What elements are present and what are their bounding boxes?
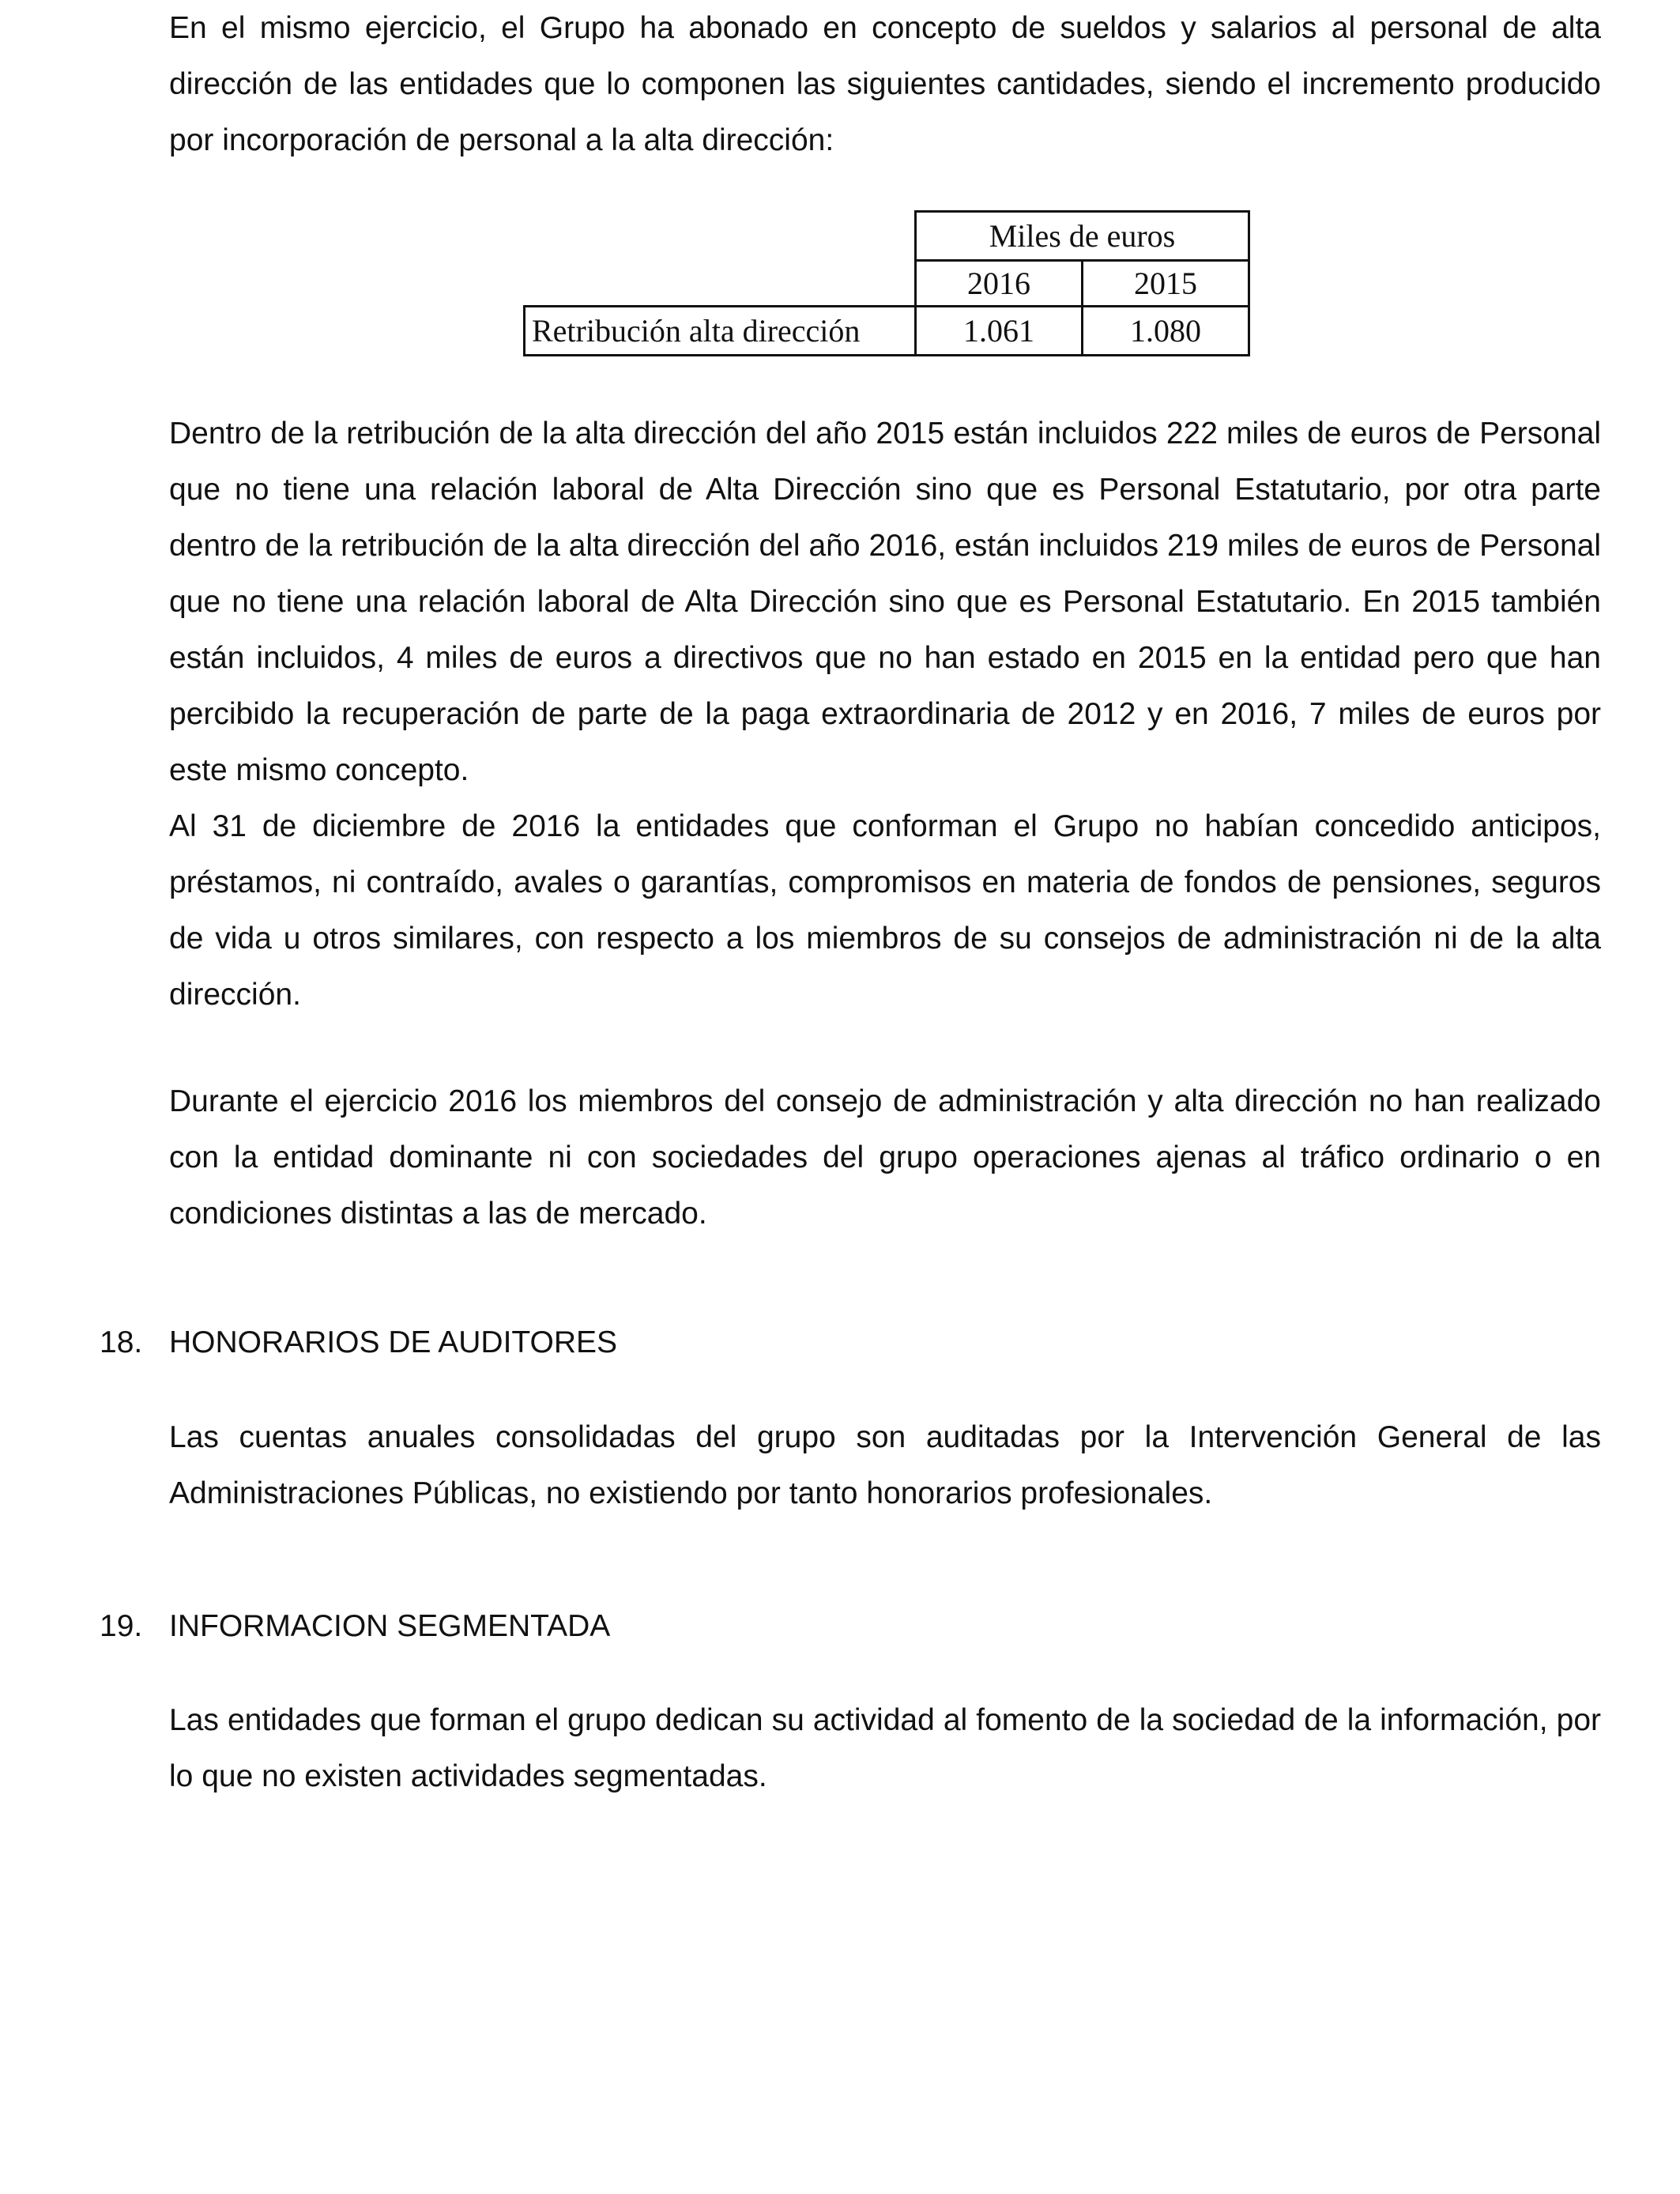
table-header-row — [525, 212, 1249, 261]
table-value-2016: 1.061 — [916, 307, 1083, 356]
section-number: 18. — [100, 1325, 143, 1359]
table-row-label: Retribución alta dirección — [525, 307, 916, 356]
table-row — [525, 307, 1249, 356]
paragraph-alta-direccion-intro: En el mismo ejercicio, el Grupo ha abonado en concepto de sueldos y salarios al personal de alta dirección de las entidades que lo componen las siguientes cantidades, siendo el incremento producido por incorporación de personal a la alta dirección: — [169, 11, 1601, 157]
paragraph-honorarios-auditores: Las cuentas anuales consolidadas del grupo son auditadas por la Intervención General de las Administraciones Públicas, no existiendo por tanto honorarios profesionales. — [169, 1420, 1601, 1510]
paragraph-retribucion-detalle: Dentro de la retribución de la alta dirección del año 2015 están incluidos 222 miles de euros de Personal que no tiene una relación laboral de Alta Dirección sino que es Personal Estatutario, por otra parte dentro de la retribución de la alta dirección del año 2016, están incluidos 219 miles de euros de Personal que no tiene una relación laboral de Alta Dirección sino que es Personal Estatutario. En 2015 también están incluidos, 4 miles de euros a directivos que no han estado en 2015 en la entidad pero que han percibido la recuperación de parte de la paga extraordinaria de 2012 y en 2016, 7 miles de euros por este mismo concepto. — [169, 417, 1601, 787]
retribucion-table — [523, 210, 1250, 356]
table-year-2015: 2015 — [1083, 261, 1249, 307]
table-value-2015: 1.080 — [1083, 307, 1249, 356]
paragraph-anticipos-prestamos: Al 31 de diciembre de 2016 la entidades que conforman el Grupo no habían concedido anticipos, préstamos, ni contraído, avales o garantías, compromisos en materia de fondos de pensiones, seguros de vida u otros similares, con respecto a los miembros de su consejos de administración ni de la alta dirección. — [169, 809, 1601, 1012]
section-heading-19 — [100, 1598, 610, 1654]
paragraph-operaciones-ajenas: Durante el ejercicio 2016 los miembros del consejo de administración y alta dirección no han realizado con la entidad dominante ni con sociedades del grupo operaciones ajenas al tráfico ordinario o en condiciones distintas a las de mercado. — [169, 1084, 1601, 1231]
section-number: 19. — [100, 1609, 143, 1643]
section-title: INFORMACION SEGMENTADA — [169, 1609, 611, 1643]
retribucion-table-wrapper — [523, 210, 1250, 356]
section-title: HONORARIOS DE AUDITORES — [169, 1325, 618, 1359]
table-year-2016: 2016 — [916, 261, 1083, 307]
table-group-header: Miles de euros — [916, 212, 1249, 261]
table-corner-blank — [525, 212, 916, 307]
section-heading-18 — [100, 1314, 617, 1370]
paragraph-informacion-segmentada: Las entidades que forman el grupo dedican su actividad al fomento de la sociedad de la información, por lo que no existen actividades segmentadas. — [169, 1703, 1601, 1793]
